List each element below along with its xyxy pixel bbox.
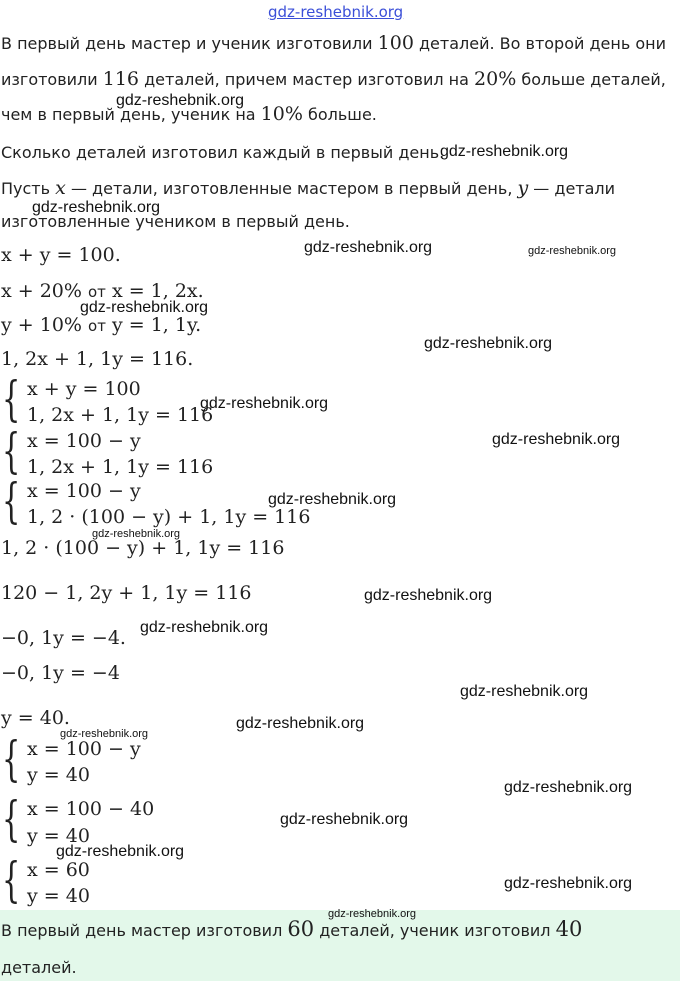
watermark: gdz-reshebnik.org xyxy=(364,587,493,604)
var-x: x xyxy=(55,177,66,199)
watermark: gdz-reshebnik.org xyxy=(492,431,621,448)
problem-text: больше деталей, xyxy=(516,70,666,89)
system-5-line-1: x = 100 − 40 xyxy=(27,798,155,820)
system-brace: { xyxy=(2,731,21,787)
equation-5: 1, 2 · (100 − y) + 1, 1y = 116 xyxy=(1,537,285,559)
equation-4: 1, 2x + 1, 1y = 116. xyxy=(1,348,194,370)
system-brace: { xyxy=(2,423,21,479)
watermark: gdz-reshebnik.org xyxy=(440,143,569,160)
system-3-line-1: x = 100 − y xyxy=(27,480,141,502)
setup-text: — детали, изготовленные мастером в первый день, xyxy=(65,179,518,198)
watermark: gdz-reshebnik.org xyxy=(200,395,329,412)
watermark: gdz-reshebnik.org xyxy=(140,619,269,636)
equation-7: −0, 1y = −4. xyxy=(1,627,126,649)
watermark: gdz-reshebnik.org xyxy=(528,245,617,257)
problem-text: деталей. Во второй день они xyxy=(413,34,667,53)
eq-part: x + 20% xyxy=(1,280,88,302)
system-3-line-2: 1, 2 · (100 − y) + 1, 1y = 116 xyxy=(27,506,311,528)
eq-part: x = 1, 2x. xyxy=(105,280,204,302)
answer-number: 60 xyxy=(287,917,315,941)
equation-6: 120 − 1, 2y + 1, 1y = 116 xyxy=(1,582,252,604)
eq-part: y = 1, 1y. xyxy=(105,314,202,336)
watermark: gdz-reshebnik.org xyxy=(60,728,149,740)
problem-line-2 xyxy=(1,68,666,90)
watermark: gdz-reshebnik.org xyxy=(56,843,185,860)
watermark: gdz-reshebnik.org xyxy=(32,199,161,216)
answer-text: деталей, ученик изготовил xyxy=(314,921,556,940)
problem-text: изготовили xyxy=(1,70,103,89)
watermark: gdz-reshebnik.org xyxy=(424,335,553,352)
answer-text: В первый день мастер изготовил xyxy=(1,921,288,940)
watermark: gdz-reshebnik.org xyxy=(328,908,417,920)
watermark: gdz-reshebnik.org xyxy=(280,811,409,828)
system-1-line-2: 1, 2x + 1, 1y = 116 xyxy=(27,404,214,426)
system-2-line-1: x = 100 − y xyxy=(27,430,141,452)
watermark: gdz-reshebnik.org xyxy=(304,239,433,256)
watermark: gdz-reshebnik.org xyxy=(268,491,397,508)
equation-9: y = 40. xyxy=(1,707,70,729)
problem-number: 116 xyxy=(102,68,140,90)
watermark: gdz-reshebnik.org xyxy=(92,528,181,540)
answer-number: 40 xyxy=(555,917,583,941)
problem-text: деталей, причем мастер изготовил на xyxy=(139,70,475,89)
eq-part: y + 10% xyxy=(1,314,89,336)
answer-line-2: деталей. xyxy=(1,958,77,977)
equation-1: x + y = 100. xyxy=(1,244,121,266)
eq-word: от xyxy=(87,283,106,301)
watermark: gdz-reshebnik.org xyxy=(504,779,633,796)
system-4-line-2: y = 40 xyxy=(27,764,90,786)
setup-line-1 xyxy=(1,177,615,199)
system-brace: { xyxy=(2,852,21,908)
problem-number: 100 xyxy=(377,32,414,54)
watermark: gdz-reshebnik.org xyxy=(236,715,365,732)
system-1-line-1: x + y = 100 xyxy=(27,378,141,400)
setup-text: Пусть xyxy=(1,179,56,198)
eq-word: от xyxy=(88,317,106,335)
problem-percent: 10% xyxy=(260,103,303,125)
watermark: gdz-reshebnik.org xyxy=(460,683,589,700)
system-6-line-2: y = 40 xyxy=(27,885,90,907)
answer-line-1 xyxy=(1,917,582,941)
problem-text: больше. xyxy=(302,105,377,124)
problem-text: чем в первый день, ученик на xyxy=(1,105,261,124)
watermark: gdz-reshebnik.org xyxy=(80,299,209,316)
problem-text: В первый день мастер и ученик изготовили xyxy=(1,34,378,53)
system-4-line-1: x = 100 − y xyxy=(27,738,141,760)
watermark: gdz-reshebnik.org xyxy=(504,875,633,892)
system-6-line-1: x = 60 xyxy=(27,859,90,881)
system-2-line-2: 1, 2x + 1, 1y = 116 xyxy=(27,456,214,478)
equation-3 xyxy=(1,314,201,336)
problem-percent: 20% xyxy=(474,68,517,90)
equation-8: −0, 1y = −4 xyxy=(1,662,120,684)
site-title-link[interactable]: gdz-reshebnik.org xyxy=(268,3,404,21)
system-brace: { xyxy=(2,791,21,847)
watermark: gdz-reshebnik.org xyxy=(116,92,245,109)
system-5-line-2: y = 40 xyxy=(27,825,90,847)
var-y: y xyxy=(517,177,529,199)
system-brace: { xyxy=(2,473,21,529)
system-brace: { xyxy=(2,371,21,427)
setup-text: — детали xyxy=(528,179,616,198)
problem-line-1 xyxy=(1,32,666,54)
setup-line-2: изготовленные учеником в первый день. xyxy=(1,212,350,231)
problem-question: Сколько деталей изготовил каждый в первый день. xyxy=(1,143,445,162)
